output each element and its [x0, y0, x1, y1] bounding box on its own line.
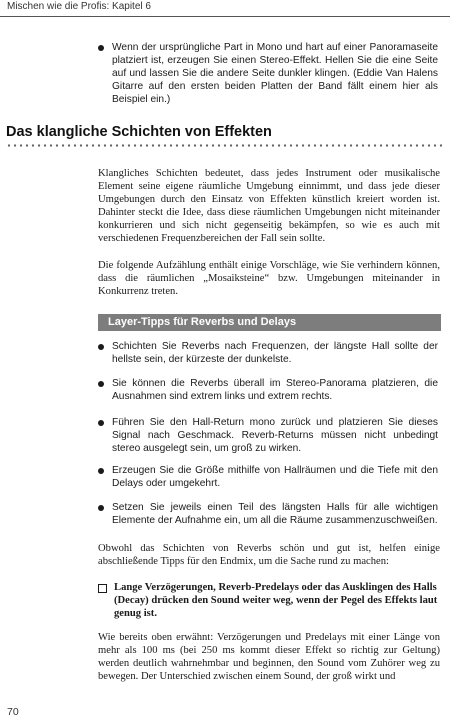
bullet-icon: [98, 344, 104, 350]
tip-list-item: [98, 416, 438, 455]
checkbox-tip-text: Lange Verzögerungen, Reverb-Predelays oder das Ausklingen des Halls (Decay) drücken den Sound weiter weg, wenn der Pegel des Effekts laut genug ist.: [114, 582, 438, 619]
running-header: Mischen wie die Profis: Kapitel 6: [7, 1, 151, 12]
intro-bullet-text: Wenn der ursprüngliche Part in Mono und hart auf einer Panoramaseite platziert ist, erzeugen Sie einen Stereo-Effekt. Hellen Sie die eine Seite auf und lassen Sie die andere Seite dunkler klingen. (Eddie Van Halens Gitarre auf den ersten beiden Platten der Band fällt einem hier als Beispiel ein.): [112, 42, 438, 105]
intro-bullet: [98, 41, 438, 106]
checkbox-tip: [98, 581, 441, 620]
tip-box-title: Layer-Tipps für Reverbs und Delays: [108, 316, 297, 328]
header-rule: [0, 16, 450, 17]
tip-list-item: [98, 464, 438, 490]
tip-list-item: [98, 501, 438, 527]
dotted-divider: [6, 144, 442, 147]
page-number: 70: [7, 706, 19, 718]
section-title: Das klangliche Schichten von Effekten: [6, 124, 272, 140]
tip-text: Erzeugen Sie die Größe mithilfe von Hallräumen und die Tiefe mit den Delays oder umgekehrt.: [112, 465, 438, 489]
paragraph-intro: Klangliches Schichten bedeutet, dass jedes Instrument oder musikalische Element seine eigene räumliche Umgebung einnimmt, und dass jede dieser Umgebungen durch den Einsatz von Effekten künstlich kreiert worden ist. Dahinter steckt die Idee, dass diese räumlichen Umgebungen nicht miteinander konkurrieren und sich nicht gegenseitig bekämpfen, so wie es auch mit verschiedenen Frequenzbereichen der Fall sein sollte.: [98, 168, 440, 244]
tip-text: Schichten Sie Reverbs nach Frequenzen, der längste Hall sollte der hellste sein, der kürzeste der dunkelste.: [112, 341, 438, 365]
paragraph-suggestions: Die folgende Aufzählung enthält einige Vorschläge, wie Sie verhindern können, dass die räumlichen „Mosaiksteine“ bzw. Umgebungen miteinander in Konkurrenz treten.: [98, 260, 440, 297]
tip-list-item: [98, 340, 438, 366]
tip-text: Führen Sie den Hall-Return mono zurück und platzieren Sie dieses Signal nach Geschmack. Reverb-Returns müssen nicht unbedingt stereo ausgelegt sein, um groß zu wirken.: [112, 417, 438, 454]
bullet-icon: [98, 468, 104, 474]
paragraph-delays: Wie bereits oben erwähnt: Verzögerungen und Predelays mit einer Länge von mehr als 100 ms (bei 250 ms kommt dieser Effekt so richtig zur Geltung) werden deutlich wahrnehmbar und beginnen, den Sound vom Zuhörer weg zu bewegen. Der Unterschied zwischen einem Sound, der groß wirkt und: [98, 632, 440, 682]
paragraph-final-tips: Obwohl das Schichten von Reverbs schön und gut ist, helfen einige abschließende Tipps für den Endmix, um die Sache rund zu machen:: [98, 543, 440, 567]
bullet-icon: [98, 505, 104, 511]
tip-list-item: [98, 377, 438, 403]
tip-box-header: [98, 314, 441, 331]
bullet-icon: [98, 45, 104, 51]
tip-text: Setzen Sie jeweils einen Teil des längsten Halls für alle wichtigen Elemente der Aufnahme ein, um all die Räume zusammenzuschweißen.: [112, 502, 438, 526]
checkbox-icon: [98, 584, 107, 593]
bullet-icon: [98, 420, 104, 426]
bullet-icon: [98, 381, 104, 387]
tip-text: Sie können die Reverbs überall im Stereo-Panorama platzieren, die Ausnahmen sind extrem links und extrem rechts.: [112, 378, 438, 402]
